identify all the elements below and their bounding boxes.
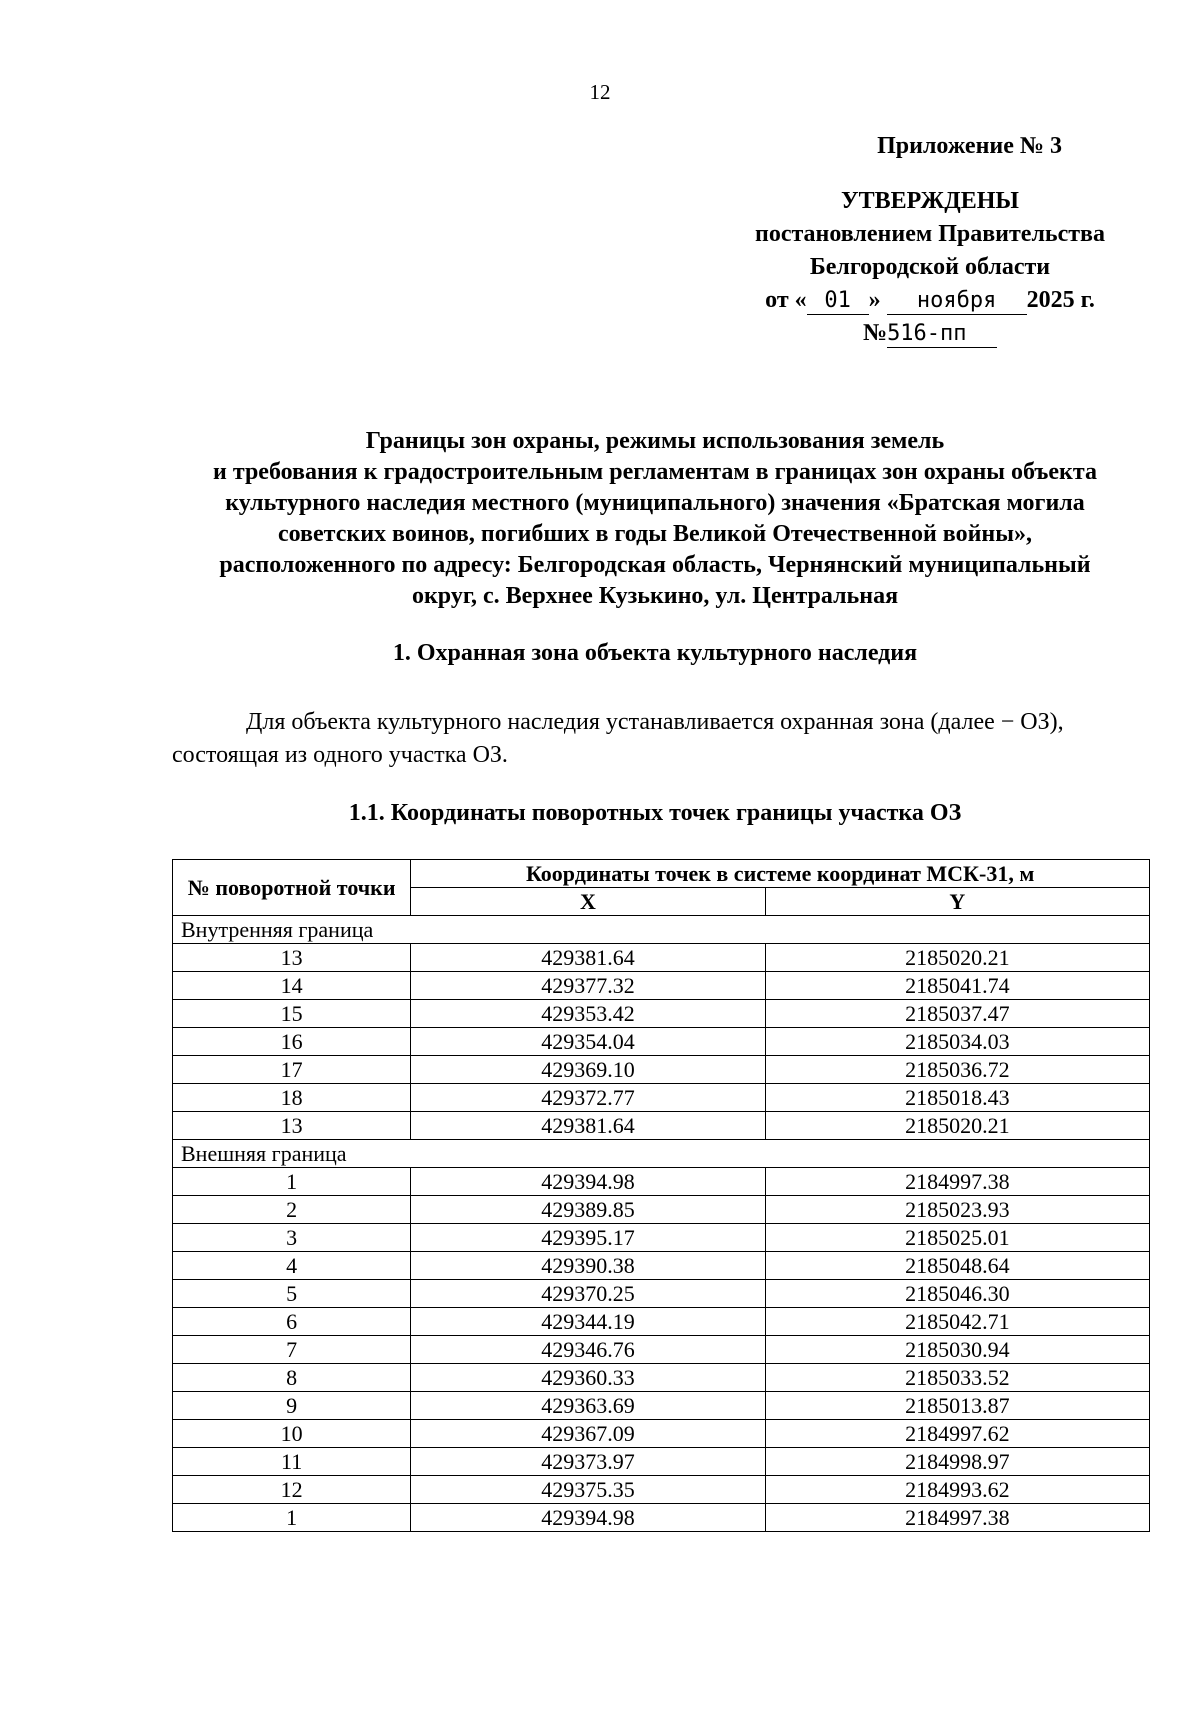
point-number-cell: 4 [173,1252,411,1280]
page-number: 12 [589,80,611,104]
section-title: 1. Охранная зона объекта культурного наследия [392,640,918,666]
table-group-row [173,916,1150,944]
x-coordinate-cell: 429369.10 [411,1056,765,1084]
date-day: 01 [807,288,869,315]
y-coordinate-cell: 2185013.87 [765,1392,1149,1420]
x-coordinate-cell: 429354.04 [411,1028,765,1056]
title-line: расположенного по адресу: Белгородская область, Чернянский муниципальный [219,552,1091,578]
y-coordinate-cell: 2185030.94 [765,1336,1149,1364]
point-number-cell: 13 [173,944,411,972]
table-row [173,1084,1150,1112]
x-coordinate-cell: 429370.25 [411,1280,765,1308]
subsection-title: 1.1. Координаты поворотных точек границы участка ОЗ [348,800,962,826]
point-number-cell: 11 [173,1448,411,1476]
table-row [173,1336,1150,1364]
table-row [173,1056,1150,1084]
point-number-cell: 17 [173,1056,411,1084]
y-coordinate-cell: 2184998.97 [765,1448,1149,1476]
y-coordinate-cell: 2185020.21 [765,944,1149,972]
table-body [173,916,1150,1532]
decree-number: 516-пп [887,321,997,348]
approval-date [700,284,1160,317]
x-coordinate-cell: 429381.64 [411,1112,765,1140]
x-coordinate-cell: 429373.97 [411,1448,765,1476]
coordinates-table [172,859,1150,1532]
x-coordinate-cell: 429353.42 [411,1000,765,1028]
y-coordinate-cell: 2185020.21 [765,1112,1149,1140]
y-coordinate-cell: 2185036.72 [765,1056,1149,1084]
paragraph-text: Для объекта культурного наследия устанавливается охранная зона (далее − ОЗ), состоящая из одного участка ОЗ. [172,709,1064,768]
document-title [160,426,1150,612]
y-coordinate-cell: 2185033.52 [765,1364,1149,1392]
point-number-cell: 8 [173,1364,411,1392]
point-number-cell: 6 [173,1308,411,1336]
y-coordinate-cell: 2184997.38 [765,1168,1149,1196]
header-coordinates: Координаты точек в системе координат МСК-31, м [411,860,1150,888]
y-coordinate-cell: 2185025.01 [765,1224,1149,1252]
table-group-row [173,1140,1150,1168]
point-number-cell: 9 [173,1392,411,1420]
table-row [173,1504,1150,1532]
x-coordinate-cell: 429394.98 [411,1168,765,1196]
table-row [173,1028,1150,1056]
x-coordinate-cell: 429389.85 [411,1196,765,1224]
y-coordinate-cell: 2185048.64 [765,1252,1149,1280]
header-point-number: № поворотной точки [173,860,411,916]
x-coordinate-cell: 429381.64 [411,944,765,972]
y-coordinate-cell: 2185023.93 [765,1196,1149,1224]
y-coordinate-cell: 2184997.62 [765,1420,1149,1448]
date-month: ноября [887,288,1027,315]
x-coordinate-cell: 429372.77 [411,1084,765,1112]
date-mid: » [868,287,881,313]
table-row [173,1280,1150,1308]
table-row [173,1112,1150,1140]
x-coordinate-cell: 429390.38 [411,1252,765,1280]
group-label: Внешняя граница [173,1140,1150,1168]
point-number-cell: 14 [173,972,411,1000]
point-number-cell: 10 [173,1420,411,1448]
y-coordinate-cell: 2185034.03 [765,1028,1149,1056]
x-coordinate-cell: 429375.35 [411,1476,765,1504]
y-coordinate-cell: 2185042.71 [765,1308,1149,1336]
approved-label: УТВЕРЖДЕНЫ [841,188,1019,214]
x-coordinate-cell: 429344.19 [411,1308,765,1336]
number-prefix: № [862,320,888,346]
approved-by-line1: постановлением Правительства [754,221,1105,247]
date-prefix: от « [765,287,807,313]
table-row [173,1420,1150,1448]
y-coordinate-cell: 2185037.47 [765,1000,1149,1028]
x-coordinate-cell: 429346.76 [411,1336,765,1364]
y-coordinate-cell: 2185046.30 [765,1280,1149,1308]
point-number-cell: 1 [173,1168,411,1196]
y-coordinate-cell: 2184993.62 [765,1476,1149,1504]
point-number-cell: 3 [173,1224,411,1252]
point-number-cell: 7 [173,1336,411,1364]
y-coordinate-cell: 2185018.43 [765,1084,1149,1112]
x-coordinate-cell: 429367.09 [411,1420,765,1448]
approval-number [700,317,1160,350]
header-x: X [411,888,765,916]
x-coordinate-cell: 429363.69 [411,1392,765,1420]
x-coordinate-cell: 429394.98 [411,1504,765,1532]
table-row [173,1476,1150,1504]
title-line: и требования к градостроительным регламентам в границах зон охраны объекта [213,459,1097,485]
table-row [173,1000,1150,1028]
title-line: советских воинов, погибших в годы Великой Отечественной войны», [278,521,1032,547]
y-coordinate-cell: 2184997.38 [765,1504,1149,1532]
table-row [173,972,1150,1000]
y-coordinate-cell: 2185041.74 [765,972,1149,1000]
point-number-cell: 13 [173,1112,411,1140]
table-row [173,1448,1150,1476]
table-row [173,1392,1150,1420]
date-year: 2025 г. [1026,287,1095,313]
table-row [173,1364,1150,1392]
body-paragraph [172,706,1150,772]
appendix-label: Приложение № 3 [877,133,1062,159]
table-row [173,944,1150,972]
approval-block [700,130,1160,350]
header-y: Y [765,888,1149,916]
point-number-cell: 12 [173,1476,411,1504]
approved-by-line2: Белгородской области [809,254,1051,280]
title-line: округ, с. Верхнее Кузькино, ул. Центральная [411,583,899,609]
point-number-cell: 16 [173,1028,411,1056]
title-line: Границы зон охраны, режимы использования земель [365,428,945,454]
table-row [173,1196,1150,1224]
point-number-cell: 18 [173,1084,411,1112]
table-row [173,1224,1150,1252]
table-row [173,1168,1150,1196]
x-coordinate-cell: 429395.17 [411,1224,765,1252]
point-number-cell: 2 [173,1196,411,1224]
table-row [173,1252,1150,1280]
title-line: культурного наследия местного (муниципального) значения «Братская могила [225,490,1085,516]
group-label: Внутренняя граница [173,916,1150,944]
x-coordinate-cell: 429360.33 [411,1364,765,1392]
point-number-cell: 15 [173,1000,411,1028]
x-coordinate-cell: 429377.32 [411,972,765,1000]
point-number-cell: 1 [173,1504,411,1532]
table-row [173,1308,1150,1336]
point-number-cell: 5 [173,1280,411,1308]
